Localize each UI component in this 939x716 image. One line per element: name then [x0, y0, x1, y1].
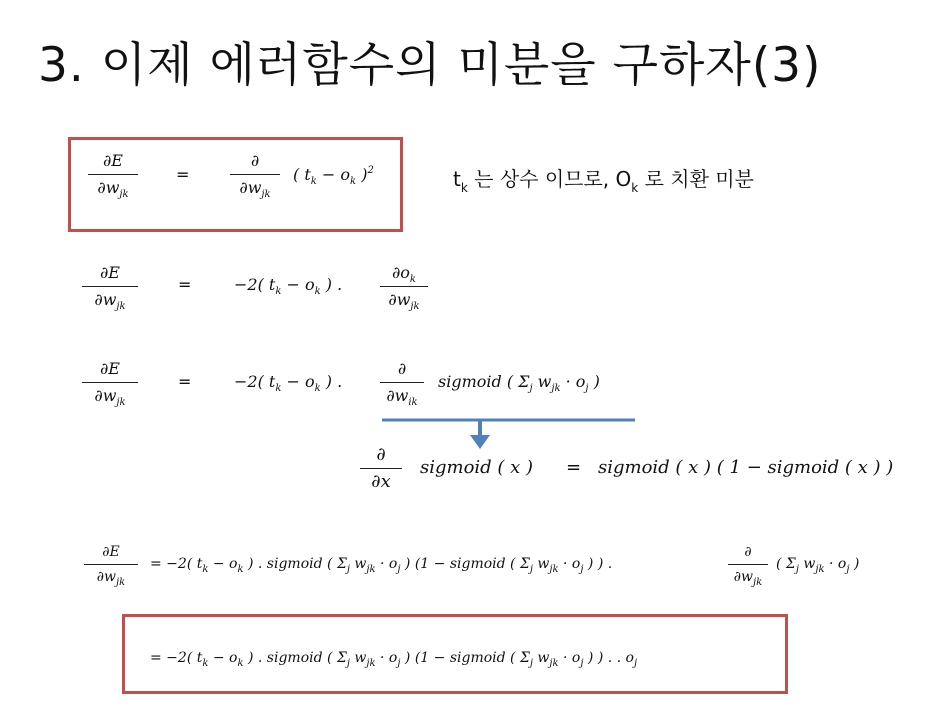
fraction-d-dw: ∂ $\partial w_{jk}$ — [230, 150, 280, 199]
fraction-dE-dw: ∂E $\partial w_{jk}$ — [84, 542, 138, 587]
fraction-d-dw-ik: ∂ $\partial w_{ik}$ — [380, 358, 424, 407]
fraction-d-dw: ∂ $\partial w_{jk}$ — [728, 542, 768, 587]
fraction-d-dx: ∂ ∂x — [360, 444, 402, 493]
down-arrow-icon — [380, 415, 640, 455]
fraction-dE-dw: ∂E $\partial w_{jk}$ — [82, 262, 138, 311]
fraction-dE-dw: ∂E $\partial w_{jk}$ — [88, 150, 138, 199]
fraction-dE-dw: ∂E $\partial w_{jk}$ — [82, 358, 138, 407]
fraction-do-dw: $\partial o_k$ $\partial w_{jk}$ — [380, 262, 428, 311]
note-text: $t_k$ 는 상수 이므로, $O_k$ 로 치환 미분 — [453, 167, 754, 195]
page-title: 3. 이제 에러함수의 미분을 구하자(3) — [38, 38, 822, 93]
term-squared: ( $t_k - o_k$ )$^2$ — [293, 165, 374, 187]
